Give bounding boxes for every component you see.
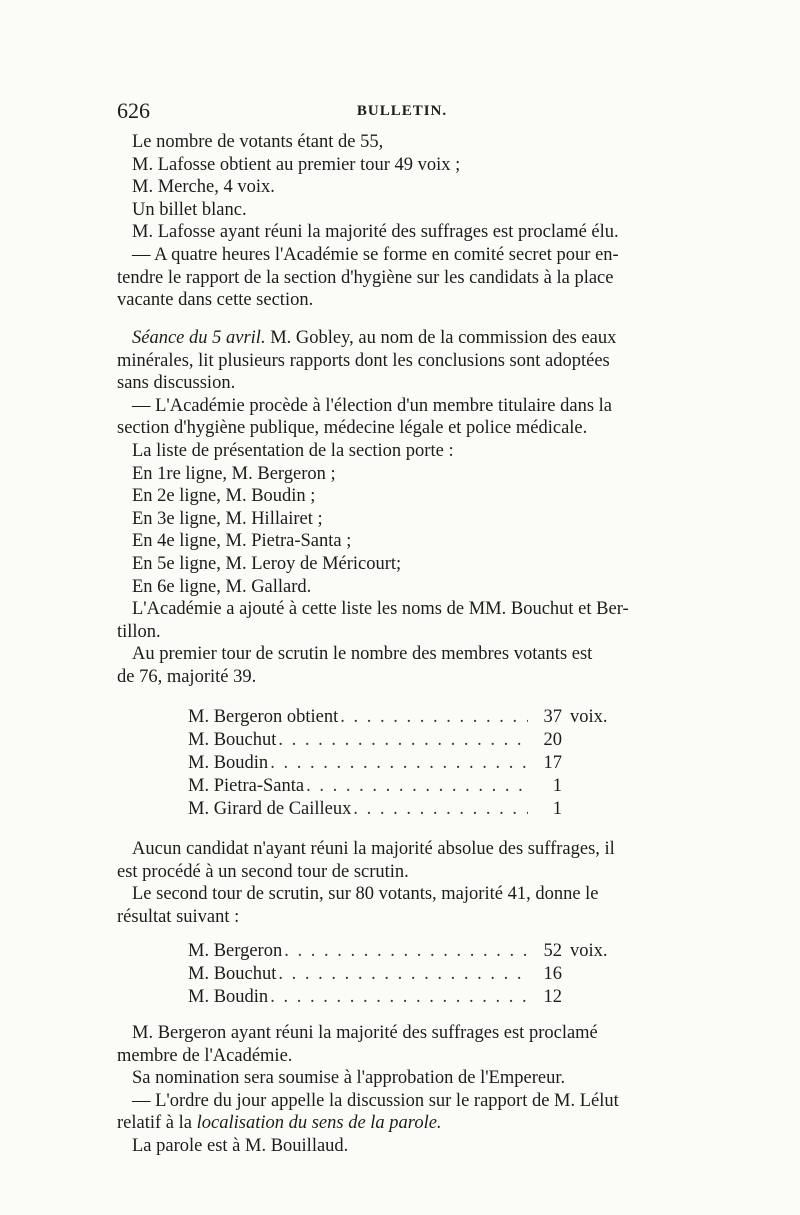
text-line: Au premier tour de scrutin le nombre des membres votants est: [132, 644, 593, 665]
text-line: sans discussion.: [117, 373, 236, 394]
candidate-line: En 6e ligne, M. Gallard.: [132, 576, 312, 597]
text-line: résultat suivant :: [117, 906, 240, 927]
vote-row: M. Boudin . . . 17: [188, 752, 618, 775]
election-lafosse-paragraph: [117, 131, 689, 312]
text-line: minérales, lit plusieurs rapports dont les conclusions sont adoptées: [117, 350, 610, 371]
candidate-line: En 4e ligne, M. Pietra-Santa ;: [132, 531, 352, 552]
vote-row: M. Bouchut . . . 16: [188, 963, 618, 986]
text-line: Le second tour de scrutin, sur 80 votants, majorité 41, donne le: [132, 884, 599, 905]
vote-row: M. Pietra-Santa . . . 1: [188, 775, 618, 798]
report-topic: localisation du sens de la parole.: [196, 1113, 442, 1134]
second-ballot-intro: [117, 838, 689, 928]
page-header: [117, 98, 687, 128]
candidate-line: En 1re ligne, M. Bergeron ;: [132, 463, 336, 484]
text-line: vacante dans cette section.: [117, 290, 314, 311]
text-line: section d'hygiène publique, médecine légale et police médicale.: [117, 418, 588, 439]
text-line: M. Bergeron ayant réuni la majorité des suffrages est proclamé: [132, 1023, 598, 1043]
vote-row: M. Bergeron . . . 52 voix.: [188, 940, 618, 963]
second-ballot-results: [188, 940, 618, 1009]
seance-date: Séance du 5 avril.: [132, 328, 266, 348]
vote-row: M. Girard de Cailleux . . . 1: [188, 798, 618, 821]
text-line: M. Lafosse ayant réuni la majorité des suffrages est proclamé élu.: [132, 222, 619, 243]
text-line: La liste de présentation de la section porte :: [132, 440, 454, 461]
vote-row: M. Bergeron obtient . . . 37 voix.: [188, 706, 618, 729]
text-line: tendre le rapport de la section d'hygiène sur les candidats à la place: [117, 267, 614, 288]
text-line: La parole est à M. Bouillaud.: [132, 1135, 349, 1156]
text-line: membre de l'Académie.: [117, 1045, 293, 1066]
text-line: relatif à la localisation du sens de la parole.: [117, 1113, 442, 1134]
candidate-line: En 5e ligne, M. Leroy de Méricourt;: [132, 553, 402, 574]
text-line: — L'ordre du jour appelle la discussion sur le rapport de M. Lélut: [132, 1090, 619, 1111]
text-line: — L'Académie procède à l'élection d'un membre titulaire dans la: [132, 395, 613, 416]
text-line: Sa nomination sera soumise à l'approbation de l'Empereur.: [132, 1068, 566, 1089]
text-line: est procédé à un second tour de scrutin.: [117, 861, 409, 882]
text-line: Le nombre de votants étant de 55,: [132, 132, 384, 152]
seance-paragraph: [117, 327, 689, 689]
text-line: M. Lafosse obtient au premier tour 49 voix ;: [132, 154, 461, 175]
text-line: de 76, majorité 39.: [117, 666, 257, 687]
text-line: — A quatre heures l'Académie se forme en comité secret pour en-: [132, 244, 619, 265]
candidate-line: En 3e ligne, M. Hillairet ;: [132, 508, 323, 529]
text-line: Aucun candidat n'ayant réuni la majorité absolue des suffrages, il: [132, 839, 615, 859]
vote-row: M. Boudin . . . 12: [188, 986, 618, 1009]
text-line: M. Merche, 4 voix.: [132, 177, 275, 198]
first-ballot-results: [188, 706, 618, 821]
text-line: L'Académie a ajouté à cette liste les noms de MM. Bouchut et Ber-: [132, 599, 629, 620]
text-line: Séance du 5 avril. M. Gobley, au nom de la commission des eaux: [132, 328, 617, 348]
closing-paragraph: [117, 1022, 689, 1158]
candidate-line: En 2e ligne, M. Boudin ;: [132, 486, 316, 507]
text-line: Un billet blanc.: [132, 199, 247, 220]
text-line: tillon.: [117, 621, 161, 642]
page-number: 626: [117, 98, 150, 123]
running-head: BULLETIN.: [356, 103, 448, 119]
vote-row: M. Bouchut . . . 20: [188, 729, 618, 752]
